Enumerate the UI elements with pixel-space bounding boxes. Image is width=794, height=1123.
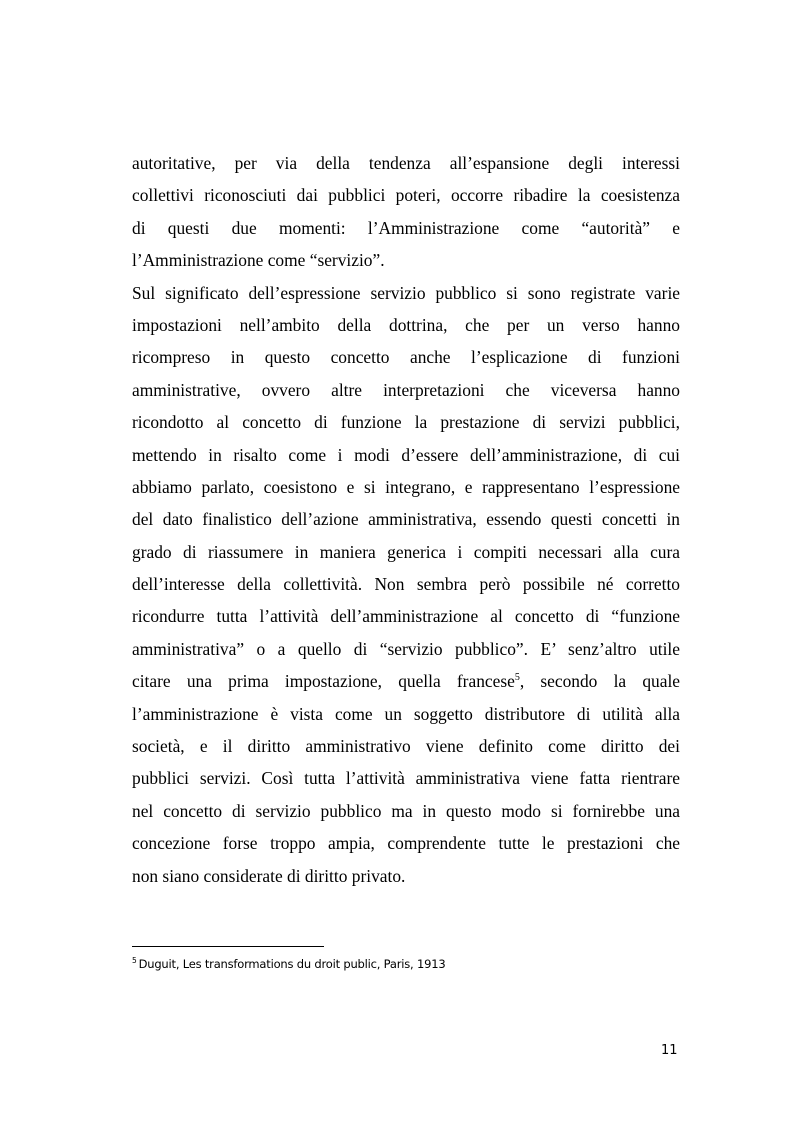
text-segment: , secondo la quale xyxy=(519,671,680,692)
text-line: nel concetto di servizio pubblico ma in questo modo si fornirebbe una xyxy=(132,800,680,821)
text-line: impostazioni nell’ambito della dottrina, che per un verso hanno xyxy=(132,314,680,335)
text-line: pubblici servizi. Così tutta l’attività amministrativa viene fatta rientrare xyxy=(132,768,680,789)
footnote xyxy=(132,956,445,972)
text-line: l’Amministrazione come “servizio”. xyxy=(132,250,385,271)
text-line: ricondotto al concetto di funzione la prestazione di servizi pubblici, xyxy=(132,412,680,433)
text-line: Sul significato dell’espressione servizio pubblico si sono registrate varie xyxy=(132,282,680,303)
text-line: grado di riassumere in maniera generica i compiti necessari alla cura xyxy=(132,541,680,562)
text-segment: citare una prima impostazione, quella francese xyxy=(132,671,515,692)
text-line: amministrativa” o a quello di “servizio pubblico”. E’ senz’altro utile xyxy=(132,638,680,659)
text-line: concezione forse troppo ampia, comprendente tutte le prestazioni che xyxy=(132,833,680,854)
page-number: 11 xyxy=(661,1043,678,1058)
footnote-reference[interactable]: 5 xyxy=(514,672,520,684)
text-line: dell’interesse della collettività. Non sembra però possibile né corretto xyxy=(132,574,680,595)
text-line: mettendo in risalto come i modi d’essere dell’amministrazione, di cui xyxy=(132,444,680,465)
text-line-with-footnote-ref xyxy=(132,665,680,697)
text-line: ricompreso in questo concetto anche l’esplicazione di funzioni xyxy=(132,347,680,368)
text-line: autoritative, per via della tendenza all’espansione degli interessi xyxy=(132,153,680,173)
paragraph-1 xyxy=(132,147,680,277)
footnote-separator xyxy=(132,946,324,947)
text-line: l’amministrazione è vista come un soggetto distributore di utilità alla xyxy=(132,703,680,724)
footnote-text: Duguit, Les transformations du droit public, Paris, 1913 xyxy=(138,957,446,971)
text-line: ricondurre tutta l’attività dell’amministrazione al concetto di “funzione xyxy=(132,606,680,627)
text-line: di questi due momenti: l’Amministrazione come “autorità” e xyxy=(132,217,680,238)
text-line: del dato finalistico dell’azione amministrativa, essendo questi concetti in xyxy=(132,509,680,530)
footnote-number: 5 xyxy=(132,956,137,965)
paragraph-2 xyxy=(132,277,680,892)
text-line: collettivi riconosciuti dai pubblici poteri, occorre ribadire la coesistenza xyxy=(132,185,680,206)
text-line: abbiamo parlato, coesistono e si integrano, e rappresentano l’espressione xyxy=(132,476,680,497)
body-text xyxy=(132,147,680,892)
text-line: amministrative, ovvero altre interpretazioni che viceversa hanno xyxy=(132,379,680,400)
text-line: società, e il diritto amministrativo viene definito come diritto dei xyxy=(132,736,680,757)
text-line: non siano considerate di diritto privato. xyxy=(132,865,406,886)
